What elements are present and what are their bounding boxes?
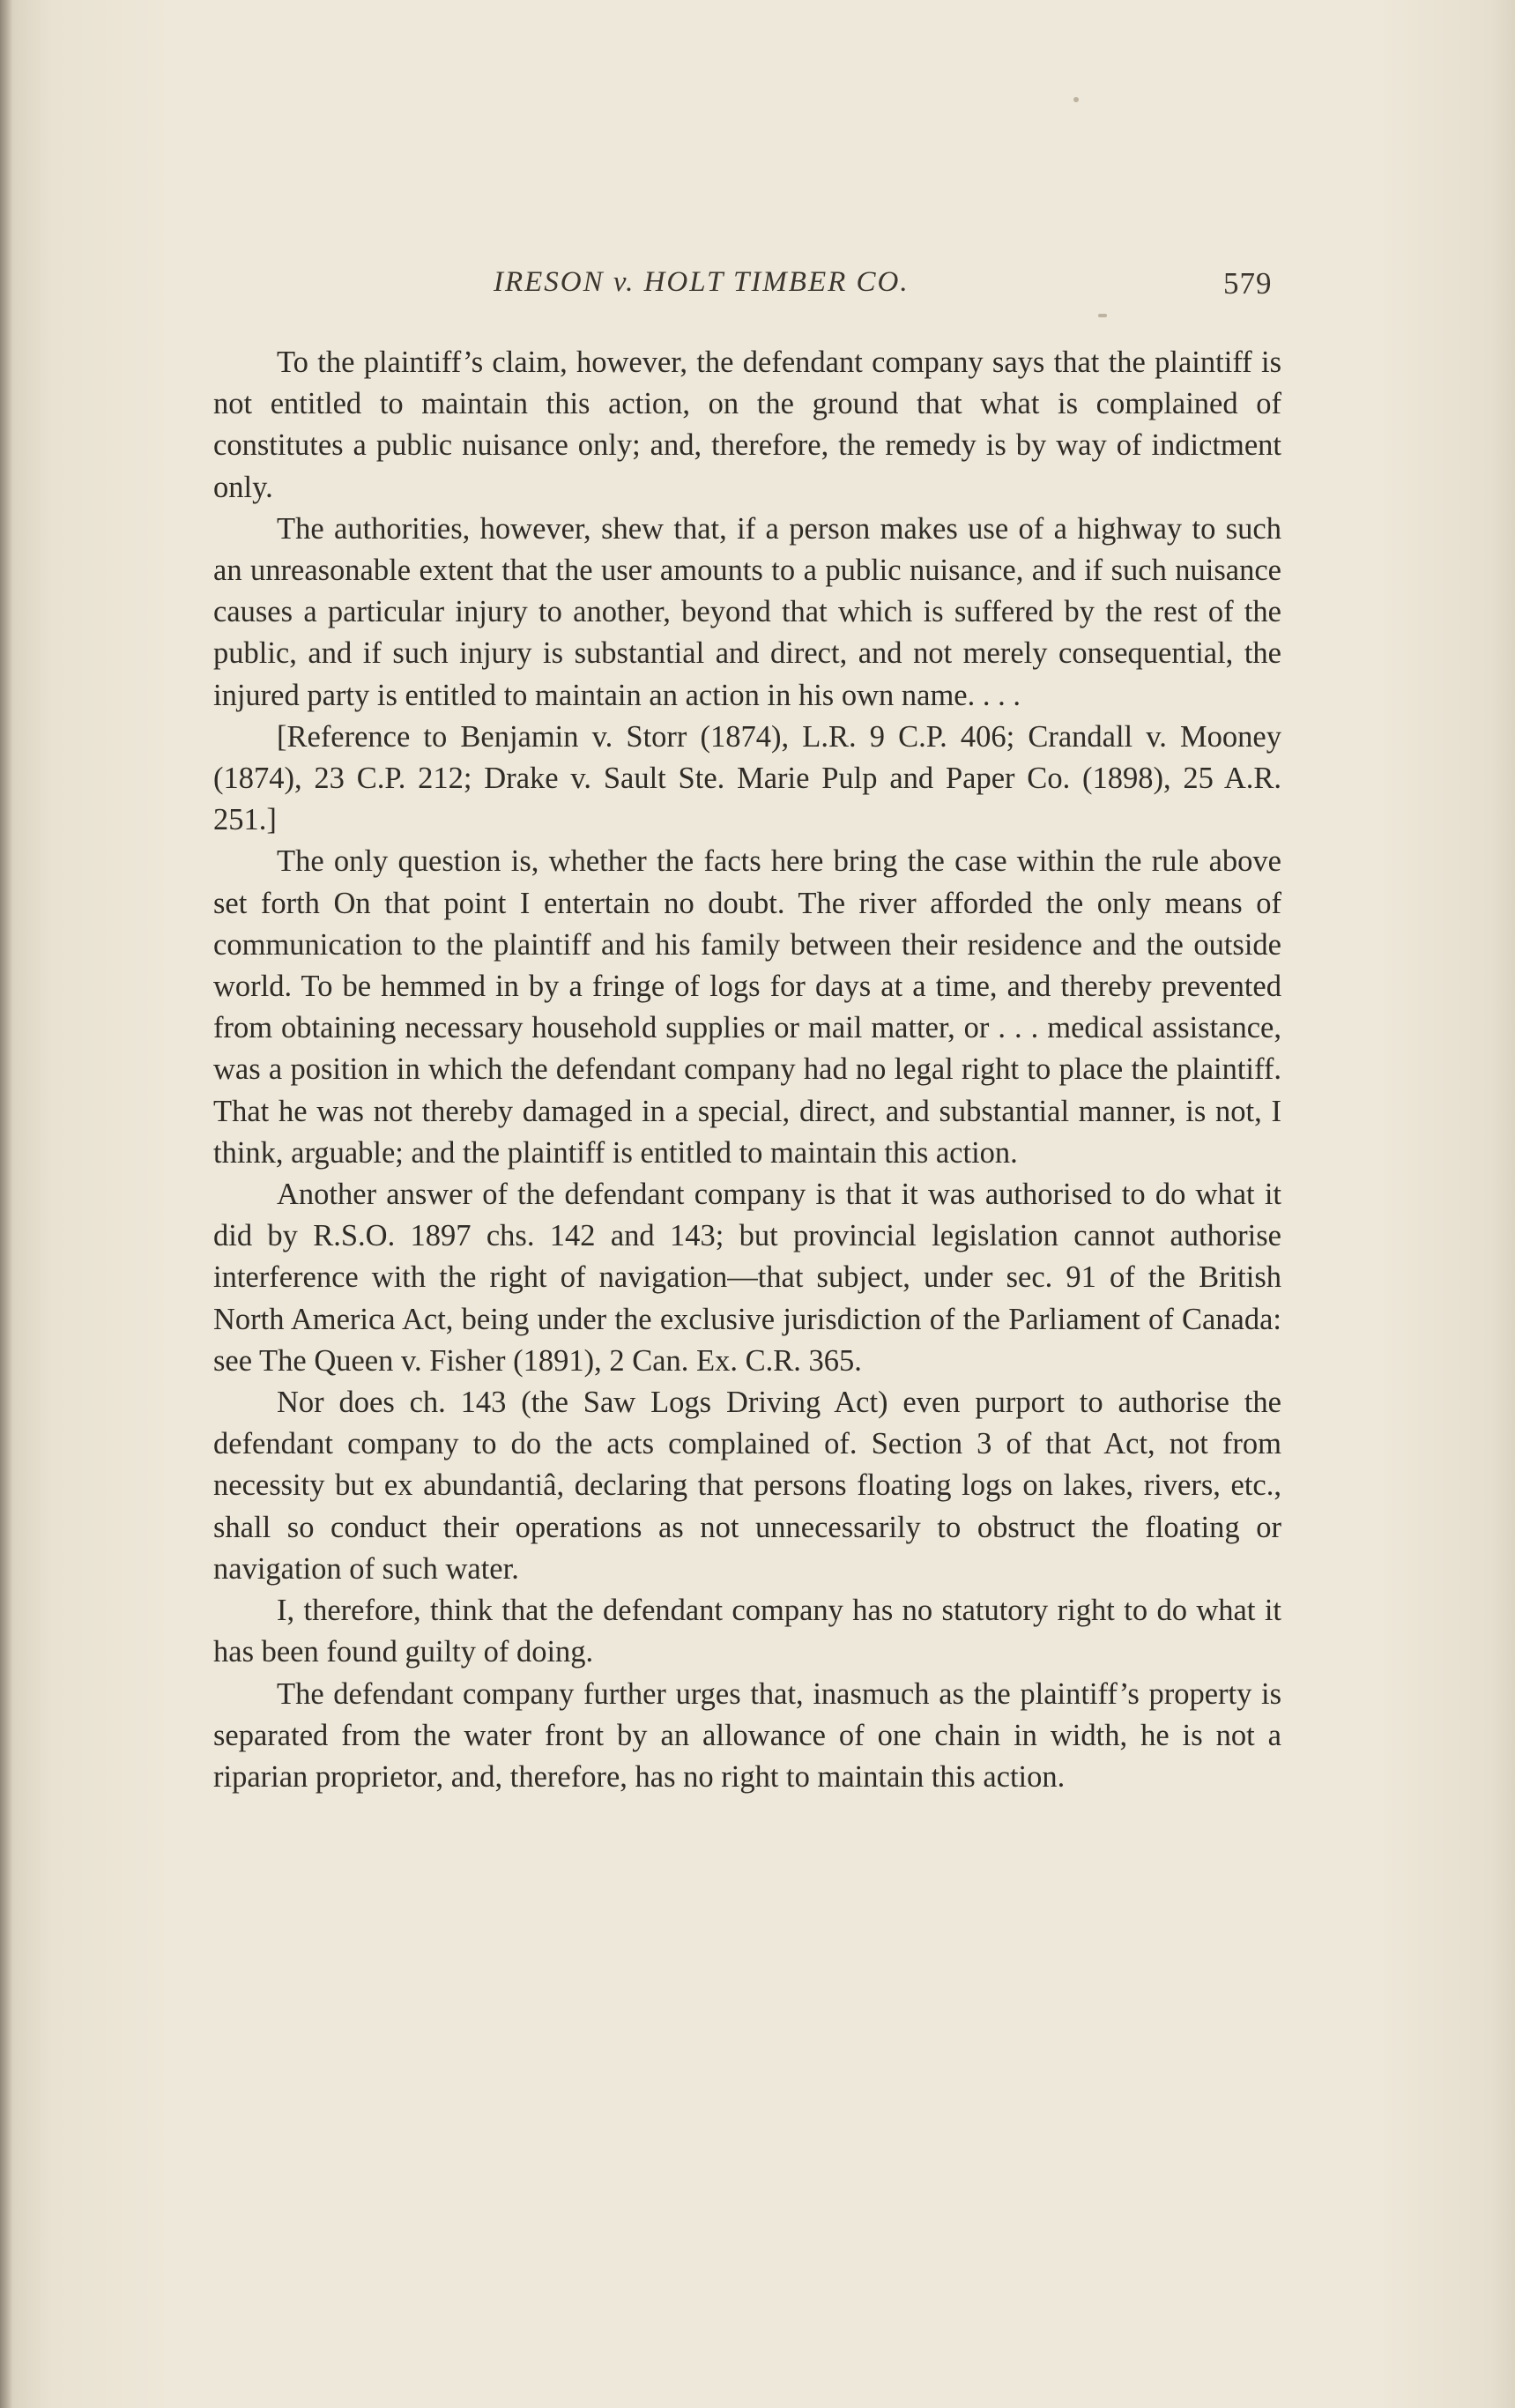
paragraph: I, therefore, think that the defendant company has no statutory right to do what it has been found guilty of doing. xyxy=(213,1594,1281,1669)
paragraph: To the plaintiff’s claim, however, the defendant company says that the plaintiff is not entitled to maintain this action, on the ground that what is complained of constitutes a public nuisance only; and, therefore, the remedy is by way of indictment only. xyxy=(213,346,1281,504)
paragraph: The defendant company further urges that, inasmuch as the plaintiff’s property is separated from the water front by an allowance of one chain in width, he is not a riparian proprietor, and, therefore, has no right to maintain this action. xyxy=(213,1676,1281,1794)
paragraph: Nor does ch. 143 (the Saw Logs Driving Act) even purport to authorise the defendant company to do the acts complained of. Section 3 of that Act, not from necessity but ex abundantiâ, declaring that persons floating logs on lakes, rivers, etc., shall so conduct their operations as not unnecessarily to obstruct the floating or navigation of such water. xyxy=(213,1386,1281,1586)
body-text xyxy=(213,342,1281,1798)
running-title: IRESON v. HOLT TIMBER CO. xyxy=(494,266,910,298)
paragraph: Another answer of the defendant company is that it was authorised to do what it did by R.S.O. 1897 chs. 142 and 143; but provincial legislation cannot authorise interference with the right of navigation—that subject, under sec. 91 of the British North America Act, being under the exclusive jurisdiction of the Parliament of Canada: see The Queen v. Fisher (1891), 2 Can. Ex. C.R. 365. xyxy=(213,1178,1281,1378)
paper-speck xyxy=(1098,314,1107,317)
page-number: 579 xyxy=(1223,266,1273,301)
running-head xyxy=(0,266,1515,310)
paragraph: The authorities, however, shew that, if a person makes use of a highway to such an unreasonable extent that the user amounts to a public nuisance, and if such nuisance causes a particular injury to another, beyond that which is suffered by the rest of the public, and if such injury is substantial and direct, and not merely consequential, the injured party is entitled to maintain an action in his own name. . . . xyxy=(213,511,1281,712)
paragraph: [Reference to Benjamin v. Storr (1874), L.R. 9 C.P. 406; Crandall v. Mooney (1874), 23 C.P. 212; Drake v. Sault Ste. Marie Pulp and Paper Co. (1898), 25 A.R. 251.] xyxy=(213,719,1281,837)
binding-gutter xyxy=(0,0,12,2408)
paragraph: The only question is, whether the facts here bring the case within the rule above set forth On that point I entertain no doubt. The river afforded the only means of communication to the plaintiff and his family between their residence and the outside world. To be hemmed in by a fringe of logs for days at a time, and thereby prevented from obtaining necessary household supplies or mail matter, or . . . medical assistance, was a position in which the defendant company had no legal right to place the plaintiff. That he was not thereby damaged in a special, direct, and substantial manner, is not, I think, arguable; and the plaintiff is entitled to maintain this action. xyxy=(213,844,1281,1170)
paper-speck xyxy=(1073,97,1079,102)
